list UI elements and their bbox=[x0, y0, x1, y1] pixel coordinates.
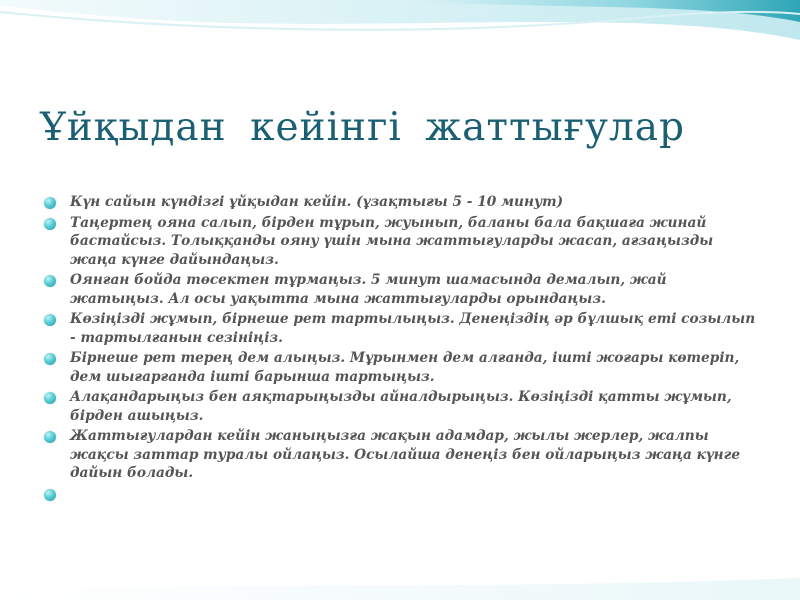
bullet-icon bbox=[44, 353, 56, 365]
list-item-text: Көзіңізді жұмып, бірнеше рет тартылыңыз. Денеңіздің әр бұлшық еті созылып - тартылғанын сезініңіз. bbox=[70, 311, 756, 346]
list-item bbox=[42, 388, 760, 425]
list-item bbox=[42, 349, 760, 386]
list-item bbox=[42, 193, 760, 212]
list-item-text: Алақандарыңыз бен аяқтарыңызды айналдырыңыз. Көзіңізді қатты жұмып, бірден ашыңыз. bbox=[70, 389, 732, 424]
bullet-icon bbox=[44, 431, 56, 443]
bottom-wave-decoration bbox=[0, 560, 800, 600]
list-item bbox=[42, 271, 760, 308]
list-item bbox=[42, 310, 760, 347]
list-item-text: Күн сайын күндізгі ұйқыдан кейін. (ұзақтығы 5 - 10 минут) bbox=[70, 194, 564, 210]
bullet-icon bbox=[44, 314, 56, 326]
bullet-icon bbox=[44, 197, 56, 209]
bullet-icon bbox=[44, 392, 56, 404]
top-wave-decoration bbox=[0, 0, 800, 70]
list-item-text: Таңертең ояна салып, бірден тұрып, жуынып, баланы бала бақшаға жинай бастайсыз. Толыққанды ояну үшін мына жаттығуларды жасап, ағзаңызды жаңа күнге дайындаңыз. bbox=[70, 214, 714, 268]
bullet-list bbox=[42, 193, 760, 485]
bullet-icon bbox=[44, 218, 56, 230]
list-item-text: Жаттығулардан кейін жаныңызға жақын адамдар, жылы жерлер, жалпы жақсы заттар туралы ойлаңыз. Осылайша денеңіз бен ойларыңыз жаңа күнге дайын болады. bbox=[70, 428, 741, 481]
list-item-text: Бірнеше рет терең дем алыңыз. Мұрынмен дем алғанда, ішті жоғары көтеріп, дем шығарғанда ішті барынша тартыңыз. bbox=[70, 350, 740, 385]
slide-title: Ұйқыдан кейінгі жаттығулар bbox=[40, 105, 685, 150]
list-item bbox=[42, 427, 760, 483]
bullet-icon bbox=[44, 489, 56, 501]
list-item-text: Оянған бойда төсектен тұрмаңыз. 5 минут шамасында демалып, жай жатыңыз. Ал осы уақытта мына жаттығуларды орындаңыз. bbox=[70, 272, 667, 307]
bullet-icon bbox=[44, 275, 56, 287]
list-item bbox=[42, 214, 760, 270]
